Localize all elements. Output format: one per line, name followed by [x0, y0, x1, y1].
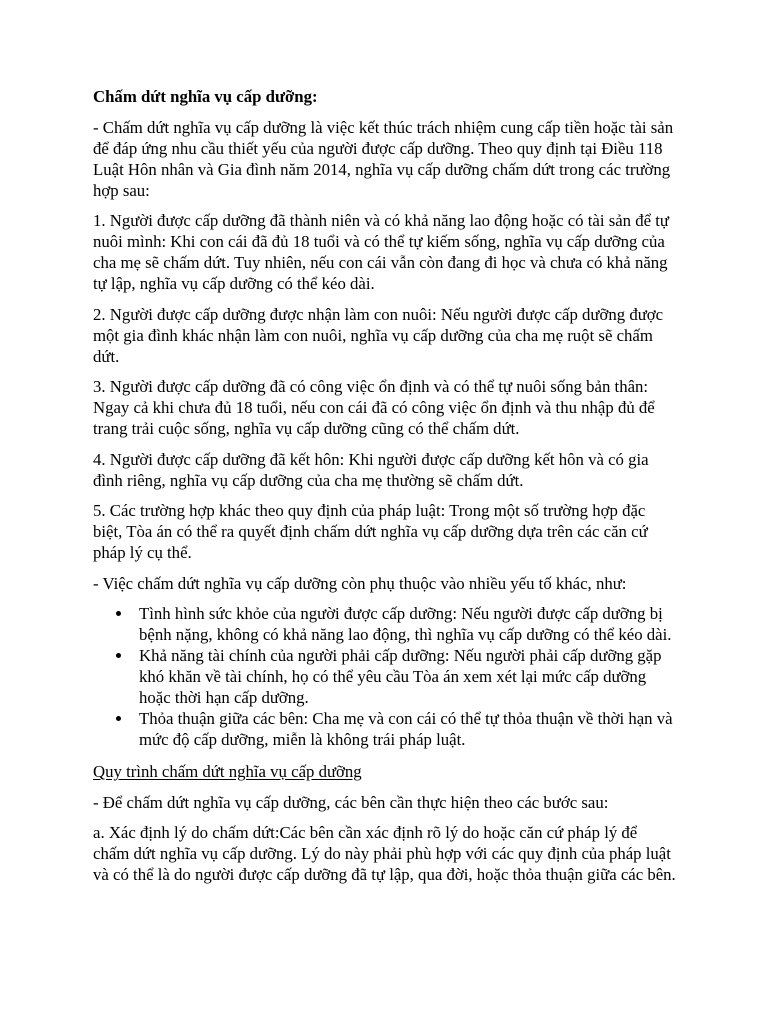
- termination-case-2: 2. Người được cấp dưỡng được nhận làm con nuôi: Nếu người được cấp dưỡng được một gia đình khác nhận làm con nuôi, nghĩa vụ cấp dưỡng của cha mẹ ruột sẽ chấm dứt.: [93, 304, 664, 366]
- termination-section: [93, 86, 676, 750]
- factor-item: [139, 603, 676, 645]
- termination-case-4: 4. Người được cấp dưỡng đã kết hôn: Khi người được cấp dưỡng kết hôn và có gia đình riêng, nghĩa vụ cấp dưỡng của cha mẹ thường sẽ chấm dứt.: [93, 449, 649, 490]
- factor-text: Thỏa thuận giữa các bên: Cha mẹ và con cái có thể tự thỏa thuận về thời hạn và mức độ cấp dưỡng, miễn là không trái pháp luật.: [139, 709, 673, 749]
- termination-case-3: 3. Người được cấp dưỡng đã có công việc ổn định và có thể tự nuôi sống bản thân: Ngay cả khi chưa đủ 18 tuổi, nếu con cái đã có công việc ổn định và thu nhập đủ để trang trải cuộc sống, nghĩa vụ cấp dưỡng cũng có thể chấm dứt.: [93, 377, 655, 438]
- bullet-icon: [116, 611, 121, 616]
- procedure-heading: Quy trình chấm dứt nghĩa vụ cấp dưỡng: [93, 762, 362, 781]
- procedure-step-a: a. Xác định lý do chấm dứt:Các bên cần xác định rõ lý do hoặc căn cứ pháp lý để chấm dứt nghĩa vụ cấp dưỡng. Lý do này phải phù hợp với các quy định của pháp luật và có thể là do người được cấp dưỡng đã tự lập, qua đời, hoặc thỏa thuận giữa các bên.: [93, 823, 676, 884]
- termination-case-5: 5. Các trường hợp khác theo quy định của pháp luật: Trong một số trường hợp đặc biệt, Tòa án có thể ra quyết định chấm dứt nghĩa vụ cấp dưỡng dựa trên các căn cứ pháp lý cụ thể.: [93, 501, 648, 562]
- termination-intro: - Chấm dứt nghĩa vụ cấp dưỡng là việc kết thúc trách nhiệm cung cấp tiền hoặc tài sản để đáp ứng nhu cầu thiết yếu của người được cấp dưỡng. Theo quy định tại Điều 118 Luật Hôn nhân và Gia đình năm 2014, nghĩa vụ cấp dưỡng chấm dứt trong các trường hợp sau:: [93, 117, 674, 200]
- factor-text: Khả năng tài chính của người phải cấp dưỡng: Nếu người phải cấp dưỡng gặp khó khăn về tài chính, họ có thể yêu cầu Tòa án xem xét lại mức cấp dưỡng hoặc thời hạn cấp dưỡng.: [139, 646, 662, 707]
- termination-heading: Chấm dứt nghĩa vụ cấp dưỡng:: [93, 87, 318, 106]
- factor-text: Tình hình sức khỏe của người được cấp dưỡng: Nếu người được cấp dưỡng bị bệnh nặng, không có khả năng lao động, thì nghĩa vụ cấp dưỡng có thể kéo dài.: [139, 604, 672, 644]
- factor-item: [139, 708, 676, 750]
- procedure-section: [93, 761, 676, 885]
- factors-list: [93, 603, 676, 750]
- bullet-icon: [116, 653, 121, 658]
- factor-item: [139, 645, 676, 708]
- factors-intro: - Việc chấm dứt nghĩa vụ cấp dưỡng còn phụ thuộc vào nhiều yếu tố khác, như:: [93, 573, 627, 593]
- procedure-intro: - Để chấm dứt nghĩa vụ cấp dưỡng, các bên cần thực hiện theo các bước sau:: [93, 792, 609, 812]
- termination-case-1: 1. Người được cấp dưỡng đã thành niên và có khả năng lao động hoặc có tài sản để tự nuôi mình: Khi con cái đã đủ 18 tuổi và có thể tự kiếm sống, nghĩa vụ cấp dưỡng của cha mẹ sẽ chấm dứt. Tuy nhiên, nếu con cái vẫn còn đang đi học và chưa có khả năng tự lập, nghĩa vụ cấp dưỡng có thể kéo dài.: [93, 211, 669, 293]
- bullet-icon: [116, 716, 121, 721]
